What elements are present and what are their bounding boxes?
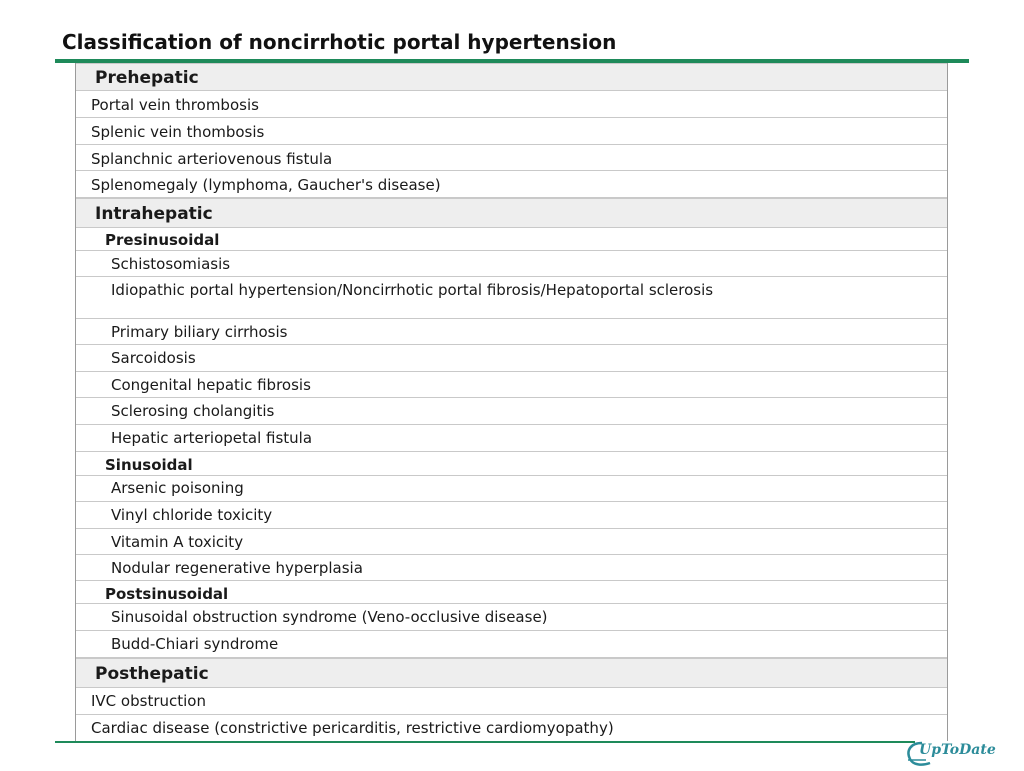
table-row: Sinusoidal obstruction syndrome (Veno-occlusive disease) xyxy=(76,604,947,631)
table-row: Congenital hepatic fibrosis xyxy=(76,372,947,398)
table-row: Portal vein thrombosis xyxy=(76,91,947,118)
table-row: Vinyl chloride toxicity xyxy=(76,502,947,529)
table-row: Splenic vein thombosis xyxy=(76,118,947,145)
section-header-prehepatic: Prehepatic xyxy=(76,63,947,91)
classification-table xyxy=(75,63,948,741)
table-row: Nodular regenerative hyperplasia xyxy=(76,555,947,581)
table-row: Sarcoidosis xyxy=(76,345,947,372)
table-row: Hepatic arteriopetal fistula xyxy=(76,425,947,452)
table-row: Vitamin A toxicity xyxy=(76,529,947,555)
section-header-posthepatic: Posthepatic xyxy=(76,658,947,688)
table-row: Arsenic poisoning xyxy=(76,476,947,502)
logo-text: UpToDate xyxy=(919,742,996,758)
table-row: Primary biliary cirrhosis xyxy=(76,319,947,345)
uptodate-logo xyxy=(904,739,1020,767)
subsection-header-sinusoidal: Sinusoidal xyxy=(76,452,947,476)
table-row: Splenomegaly (lymphoma, Gaucher's disease) xyxy=(76,171,947,198)
table-row: Cardiac disease (constrictive pericarditis, restrictive cardiomyopathy) xyxy=(91,719,614,737)
table-row: IVC obstruction xyxy=(76,688,947,715)
table-row: Budd-Chiari syndrome xyxy=(76,631,947,658)
table-row: Splanchnic arteriovenous fistula xyxy=(76,145,947,171)
section-header-intrahepatic: Intrahepatic xyxy=(76,198,947,228)
table-row: Sclerosing cholangitis xyxy=(76,398,947,425)
table-row: Schistosomiasis xyxy=(76,251,947,277)
bottom-rule xyxy=(55,741,915,743)
subsection-header-postsinusoidal: Postsinusoidal xyxy=(76,581,947,604)
table-row: Idiopathic portal hypertension/Noncirrhotic portal fibrosis/Hepatoportal sclerosis xyxy=(76,277,947,319)
subsection-header-presinusoidal: Presinusoidal xyxy=(76,228,947,251)
page-title: Classification of noncirrhotic portal hypertension xyxy=(62,30,617,54)
